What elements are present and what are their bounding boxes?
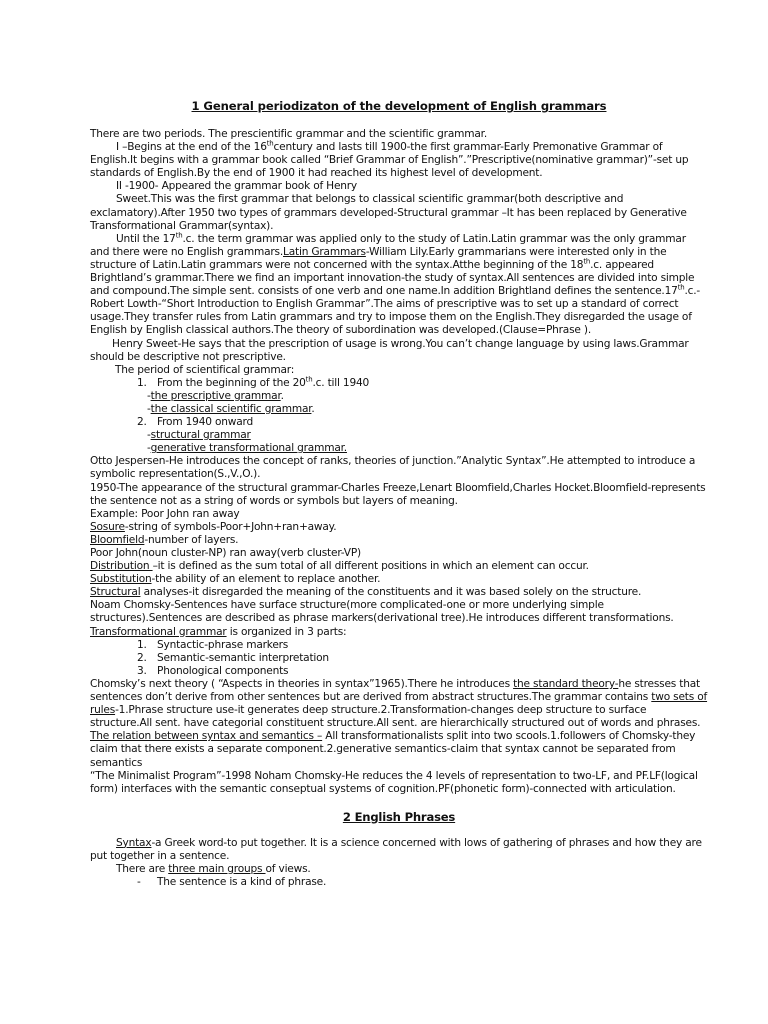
paragraph: I –Begins at the end of the 16thcentury and lasts till 1900-the first grammar-Early Premonative Grammar of English.It begins with a grammar book called “Brief Grammar of English”.”Prescriptive(nominative grammar)”-set up standards of English.By the end of 1900 it had reached its highest level of development.: [90, 139, 689, 180]
paragraph: Henry Sweet-He says that the prescription of usage is wrong.You can’t change language by using laws.Grammar should be descriptive not prescriptive.: [90, 337, 689, 363]
paragraph: Bloomfield-number of layers.: [90, 533, 239, 546]
paragraph: Syntax-a Greek word-to put together. It is a science concerned with lows of gathering of phrases and how they are put together in a sentence.: [90, 836, 702, 862]
paragraph: Sweet.This was the first grammar that belongs to classical scientific grammar(both descriptive and exclamatory).After 1950 two types of grammars developed-Structural grammar –It has been replaced by Generative Transformational Grammar(syntax).: [90, 193, 687, 232]
paragraph: Structural analyses-it disregarded the meaning of the constituents and it was based solely on the structure.: [90, 586, 642, 599]
paragraph: Example: Poor John ran away: [90, 507, 240, 520]
paragraph: There are two periods. The prescientific grammar and the scientific grammar.: [90, 128, 488, 140]
section-1-title: 1 General periodizaton of the development of English grammars: [191, 99, 607, 113]
list-item: 2. Semantic-semantic interpretation: [137, 651, 329, 664]
list-item: 1. From the beginning of the 20th.c. till 1940: [137, 375, 370, 389]
list-item: 2. From 1940 onward: [137, 416, 253, 429]
section-2-title: 2 English Phrases: [342, 809, 456, 824]
list-item: 1. Syntactic-phrase markers: [137, 638, 289, 651]
paragraph: Chomsky’s next theory ( “Aspects in theories in syntax”1965).There he introduces the standard theory-he stresses that sentences don’t derive from other sentences but are derived from abstract structures.The grammar contains two sets of rules-1.Phrase structure use-it generates deep structure.2.Transformation-changes deep structure to surface structure.All sent. have categorial constituent structure.All sent. are hierarchically structured out of words and phrases.: [90, 677, 708, 730]
paragraph: The relation between syntax and semantics – All transformationalists split into two scools.1.followers of Chomsky-they claim that there exists a separate component.2.generative semantics-claim that syntax cannot be separated from semantics: [90, 730, 696, 769]
paragraph: There are three main groups of views.: [116, 862, 311, 875]
paragraph: Distribution –it is defined as the sum total of all different positions in which an element can occur.: [90, 560, 589, 573]
paragraph: Until the 17th.c. the term grammar was applied only to the study of Latin.Latin grammar was the only grammar and there were no English grammars.Latin Grammars-William Lily.Early grammarians were interested only in the structure of Latin.Latin grammars were not concerned with the syntax.Atthe beginning of the 18th.c. appeared Brightland’s grammar.There we find an important innovation-the study of syntax.All sentences are divided into simple and compound.The simple sent. consists of one verb and one name.In addition Brightland defines the sentence.17th.c.-Robert Lowth-“Short Introduction to English Grammar”.The aims of prescriptive was to set up a standard of correct usage.They transfer rules from Latin grammars and try to impose them on the English.They disregarded the usage of English by English classical authors.The theory of subordination was developed.(Clause=Phrase ).: [90, 231, 701, 337]
list-item: -the classical scientific grammar.: [147, 402, 315, 415]
list-item: -generative transformational grammar.: [147, 442, 347, 455]
list-item: -the prescriptive grammar.: [147, 389, 284, 402]
list-item: -structural grammar: [147, 429, 251, 442]
list-item: 3. Phonological components: [137, 664, 289, 677]
paragraph: Sosure-string of symbols-Poor+John+ran+away.: [90, 520, 337, 533]
paragraph: Transformational grammar is organized in 3 parts:: [90, 625, 347, 638]
paragraph: II -1900- Appeared the grammar book of Henry: [116, 180, 357, 193]
paragraph: “The Minimalist Program”-1998 Noham Chomsky-He reduces the 4 levels of representation to two-LF, and PF.LF(logical form) interfaces with the semantic conseptual systems of cognition.PF(phonetic form)-connected with articulation.: [90, 769, 698, 795]
paragraph: Noam Chomsky-Sentences have surface structure(more complicated-one or more underlying simple structures).Sentences are described as phrase markers(derivational tree).He introduces different transformations.: [90, 599, 674, 625]
list-item: - The sentence is a kind of phrase.: [137, 876, 327, 889]
paragraph: 1950-The appearance of the structural grammar-Charles Freeze,Lenart Bloomfield,Charles Hocket.Bloomfield-represents the sentence not as a string of words or symbols but layers of meaning.: [90, 481, 706, 507]
paragraph: Poor John(noun cluster-NP) ran away(verb cluster-VP): [90, 547, 361, 559]
paragraph: Otto Jespersen-He introduces the concept of ranks, theories of junction.”Analytic Syntax”.He attempted to introduce a symbolic representation(S.,V.,O.).: [90, 455, 696, 481]
paragraph: Substitution-the ability of an element to replace another.: [90, 573, 381, 586]
paragraph: The period of scientifical grammar:: [115, 363, 295, 376]
